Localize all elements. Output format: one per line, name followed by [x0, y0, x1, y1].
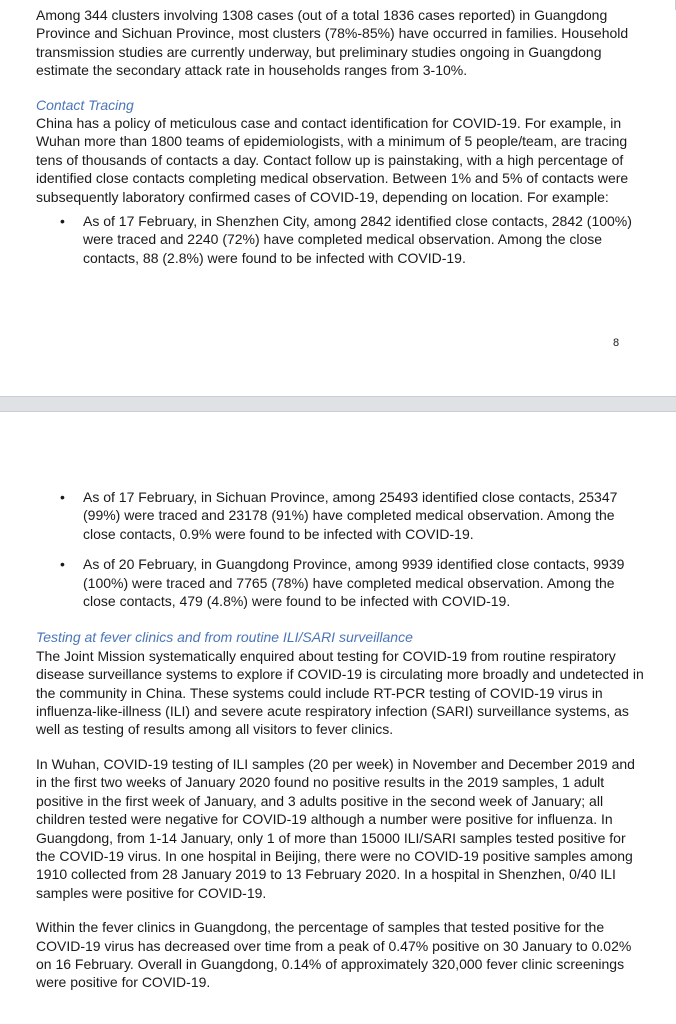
bullet-icon: •	[60, 489, 65, 505]
contact-tracing-paragraph: China has a policy of meticulous case and contact identification for COVID-19. For example, in Wuhan more than 1800 teams of epidemiologists, with a minimum of 5 people/team, are tracing tens of thousands of contacts a day. Contact follow up is painstaking, with a high percentage of identified close contacts completing medical observation. Between 1% and 5% of contacts were subsequently laboratory confirmed cases of COVID-19, depending on location. For example:	[36, 115, 629, 205]
page-content	[36, 6, 644, 267]
document-page-8	[0, 0, 676, 396]
list-item-text: As of 17 February, in Sichuan Province, among 25493 identified close contacts, 25347 (99%) were traced and 23178 (91%) have completed medical observation. Among the close contacts, 0.9% were found to be infected with COVID-19.	[83, 489, 618, 542]
contact-tracing-heading: Contact Tracing	[36, 96, 134, 113]
list-item-text: As of 20 February, in Guangdong Province, among 9939 identified close contacts, 9939 (100%) were traced and 7765 (78%) have completed medical observation. Among the close contacts, 479 (4.8%) were found to be infected with COVID-19.	[83, 556, 625, 610]
page-content	[36, 488, 644, 992]
intro-paragraph: Among 344 clusters involving 1308 cases (out of a total 1836 cases reported) in Guangdong Province and Sichuan Province, most clusters (78%-85%) have occurred in families. Household transmission studies are currently underway, but preliminary studies ongoing in Guangdong estimate the secondary attack rate in households ranges from 3-10%.	[36, 7, 629, 79]
list-item	[36, 555, 644, 610]
contact-tracing-list-continued	[36, 488, 644, 610]
list-item-text: As of 17 February, in Shenzhen City, among 2842 identified close contacts, 2842 (100%) were traced and 2240 (72%) have completed medical observation. Among the close contacts, 88 (2.8%) were found to be infected with COVID-19.	[83, 213, 632, 266]
page-number: 8	[613, 337, 620, 349]
testing-paragraph-2: In Wuhan, COVID-19 testing of ILI samples (20 per week) in November and December 2019 and in the first two weeks of January 2020 found no positive results in the 2019 samples, 1 adult positive in the first week of January, and 3 adults positive in the second week of January; all children tested were negative for COVID-19 although a number were positive for influenza. In Guangdong, from 1-14 January, only 1 of more than 15000 ILI/SARI samples tested positive for the COVID-19 virus. In one hospital in Beijing, there were no COVID-19 positive samples among 1910 collected from 28 January 2019 to 13 February 2020. In a hospital in Shenzhen, 0/40 ILI samples were positive for COVID-19.	[36, 755, 635, 901]
document-page-9	[0, 412, 676, 1024]
bullet-icon: •	[60, 213, 65, 230]
page-separator	[0, 396, 676, 412]
bullet-icon: •	[60, 556, 65, 573]
list-item	[36, 212, 644, 267]
contact-tracing-list	[36, 212, 644, 267]
testing-paragraph-1: The Joint Mission systematically enquired about testing for COVID-19 from routine respiratory disease surveillance systems to explore if COVID-19 is circulating more broadly and undetected in the community in China. These systems could include RT-PCR testing of COVID-19 virus in influenza-like-illness (ILI) and severe acute respiratory infection (SARI) surveillance systems, as well as testing of results among all visitors to fever clinics.	[36, 647, 644, 738]
list-item	[36, 488, 644, 543]
testing-heading: Testing at fever clinics and from routine ILI/SARI surveillance	[36, 629, 413, 646]
testing-paragraph-3: Within the fever clinics in Guangdong, the percentage of samples that tested positive for the COVID-19 virus has decreased over time from a peak of 0.47% positive on 30 January to 0.02% on 16 February. Overall in Guangdong, 0.14% of approximately 320,000 fever clinic screenings were positive for COVID-19.	[36, 919, 632, 991]
